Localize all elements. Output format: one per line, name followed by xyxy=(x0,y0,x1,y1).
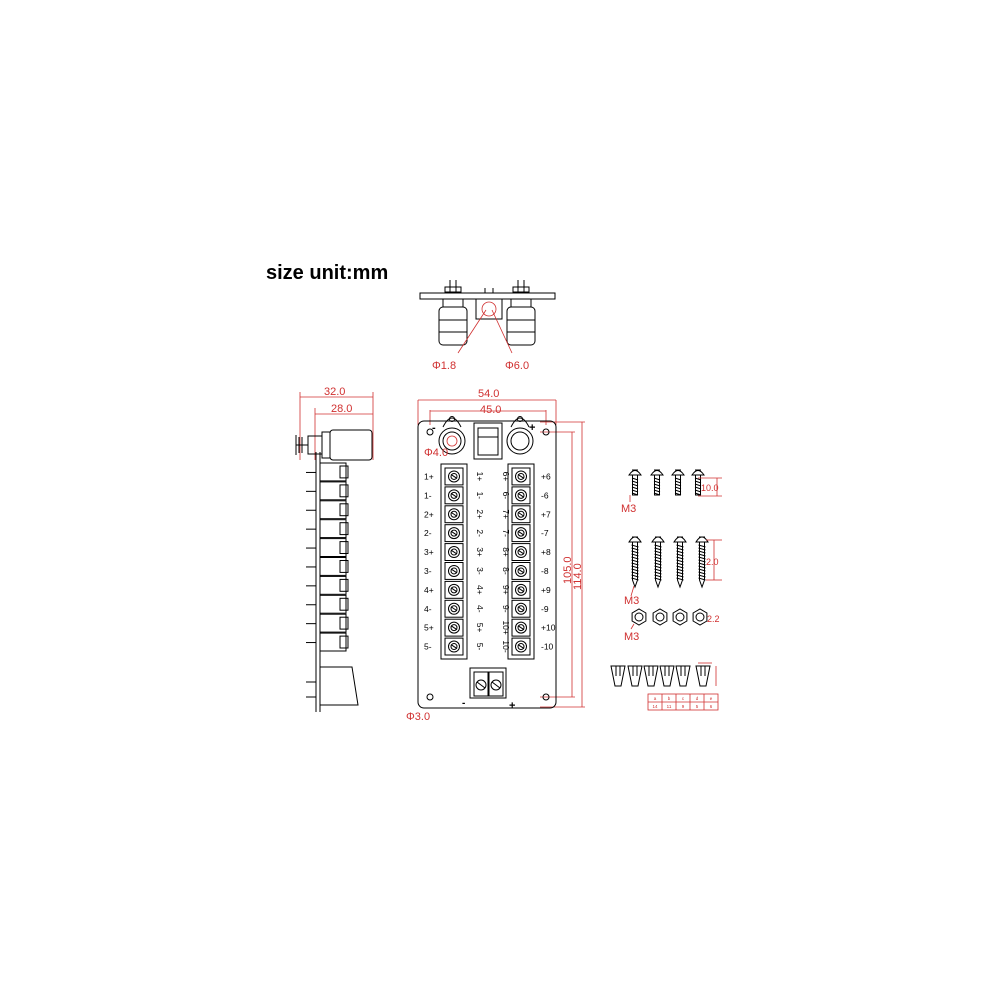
hex-nut-4 xyxy=(693,609,707,625)
center-right-label-2: 6- xyxy=(501,491,511,500)
right-label-1: +6 xyxy=(541,471,551,482)
spade-lug-5 xyxy=(676,666,690,686)
bus-terminal xyxy=(470,668,506,698)
left-label-10: 5- xyxy=(424,641,432,652)
center-left-label-7: 4+ xyxy=(475,584,485,595)
left-label-9: 5+ xyxy=(424,622,434,633)
side-terminal-4 xyxy=(306,520,348,538)
side-view xyxy=(296,386,373,712)
side-terminal-8 xyxy=(306,595,348,613)
short-screw-3 xyxy=(672,470,684,495)
top-view-right-post xyxy=(507,280,535,345)
lug-table-header-c: c xyxy=(681,696,685,701)
spade-lug-1 xyxy=(611,666,625,686)
left-label-7: 4+ xyxy=(424,584,434,595)
right-label-4: -7 xyxy=(541,528,549,539)
long-screws xyxy=(629,537,708,587)
spade-lug-6 xyxy=(696,666,710,686)
side-view-bus-block xyxy=(320,667,358,705)
hex-nut-3 xyxy=(673,609,687,625)
short-screw-label: M3 xyxy=(621,503,637,515)
lug-table-value-a: 14 xyxy=(652,704,658,709)
long-screw-label: M3 xyxy=(624,595,640,607)
right-terminal-8 xyxy=(512,600,530,617)
long-screw-1 xyxy=(629,537,641,587)
left-label-3: 2+ xyxy=(424,509,434,520)
left-label-5: 3+ xyxy=(424,547,434,558)
side-terminal-9 xyxy=(306,614,348,632)
center-right-label-6: 8- xyxy=(501,567,511,575)
center-left-label-2: 1- xyxy=(475,491,485,500)
side-width-inner: 28.0 xyxy=(331,403,353,415)
nut-thickness: 2.2 xyxy=(707,614,720,624)
right-label-6: -8 xyxy=(541,565,549,576)
center-right-label-1: 6+ xyxy=(501,471,511,482)
side-view-post xyxy=(296,430,372,460)
right-label-10: -10 xyxy=(541,641,554,652)
right-terminal-1 xyxy=(512,468,530,485)
center-left-label-5: 3+ xyxy=(475,547,485,557)
right-label-2: -6 xyxy=(541,490,549,501)
nut-label: M3 xyxy=(624,631,640,643)
left-label-2: 1- xyxy=(424,490,432,501)
mount-hole-bl xyxy=(427,694,433,700)
hex-nut-1 xyxy=(632,609,646,625)
center-right-label-column xyxy=(501,472,511,653)
front-height-outer: 114.0 xyxy=(572,563,584,590)
front-height-inner: 105.0 xyxy=(562,556,574,584)
long-screw-3 xyxy=(674,537,686,587)
short-screw-2 xyxy=(651,470,663,495)
side-terminal-10 xyxy=(306,633,348,651)
right-label-column xyxy=(541,471,556,651)
center-right-label-3: 7+ xyxy=(501,509,511,520)
top-view xyxy=(420,280,555,372)
right-terminal-10 xyxy=(512,638,530,655)
center-left-label-10: 5- xyxy=(475,642,485,651)
right-label-9: +10 xyxy=(541,622,556,633)
center-right-label-9: 10+ xyxy=(501,620,511,635)
lug-table-header-d: d xyxy=(695,696,699,701)
right-label-8: -9 xyxy=(541,603,549,614)
center-right-label-7: 9+ xyxy=(501,584,511,595)
right-terminal-3 xyxy=(512,506,530,523)
left-label-6: 3- xyxy=(424,565,432,576)
left-terminal-3 xyxy=(445,506,463,523)
center-left-label-8: 4- xyxy=(475,604,485,613)
left-terminal-9 xyxy=(445,619,463,636)
left-label-1: 1+ xyxy=(424,471,434,482)
front-minus-sign: - xyxy=(432,422,436,434)
front-width-inner: 45.0 xyxy=(480,404,502,416)
left-terminal-5 xyxy=(445,544,463,561)
top-view-left-post xyxy=(439,280,467,345)
lug-table-header-a: a xyxy=(653,696,657,701)
right-terminal-9 xyxy=(512,619,530,636)
left-label-4: 2- xyxy=(424,528,432,539)
center-left-label-9: 5+ xyxy=(475,622,485,633)
bus-minus-sign: - xyxy=(462,698,466,709)
side-terminal-7 xyxy=(306,576,348,594)
dia-small-label: Φ1.8 xyxy=(432,360,457,372)
right-terminal-7 xyxy=(512,581,530,598)
side-terminal-6 xyxy=(306,558,348,576)
left-terminal-6 xyxy=(445,563,463,580)
left-label-column xyxy=(424,471,434,651)
lug-table-value-b: 11 xyxy=(666,704,672,709)
center-right-label-5: 8+ xyxy=(501,547,511,557)
center-left-label-6: 3- xyxy=(475,567,485,575)
lug-dimension-table xyxy=(648,694,718,710)
size-unit-title: size unit:mm xyxy=(266,262,389,284)
hardware xyxy=(611,470,722,710)
spade-lug-3 xyxy=(644,666,658,686)
left-terminal-7 xyxy=(445,581,463,598)
lug-table-value-d: 5 xyxy=(695,704,699,709)
left-terminal-8 xyxy=(445,600,463,617)
spade-lug-4 xyxy=(660,666,674,686)
front-width-outer: 54.0 xyxy=(478,388,500,400)
front-board xyxy=(418,421,556,708)
spade-lug-2 xyxy=(628,666,642,686)
front-plus-sign: + xyxy=(529,422,536,434)
front-view xyxy=(406,388,585,723)
lug-table-value-e: 6 xyxy=(709,704,713,709)
post-hole-label: Φ4.0 xyxy=(424,447,449,459)
side-width-outer: 32.0 xyxy=(324,386,346,398)
center-right-label-4: 7- xyxy=(501,529,511,537)
right-terminal-4 xyxy=(512,525,530,542)
center-left-label-4: 2- xyxy=(475,529,485,537)
short-screws xyxy=(629,470,704,495)
left-terminal-4 xyxy=(445,525,463,542)
center-left-label-column xyxy=(475,472,485,651)
side-terminal-1 xyxy=(306,463,348,481)
long-screw-length: 2.0 xyxy=(706,557,719,567)
left-terminal-column xyxy=(441,464,467,659)
center-left-label-3: 2+ xyxy=(475,509,485,520)
right-terminal-6 xyxy=(512,563,530,580)
right-terminal-2 xyxy=(512,487,530,504)
mount-hole-label: Φ3.0 xyxy=(406,711,431,723)
short-screw-length: 10.0 xyxy=(701,483,719,493)
hex-nuts xyxy=(632,609,707,625)
lug-table-header-e: e xyxy=(709,696,713,701)
hex-nut-2 xyxy=(653,609,667,625)
spade-lugs xyxy=(611,663,716,686)
center-right-label-8: 9- xyxy=(501,604,511,613)
center-right-label-10: 10- xyxy=(501,640,511,653)
side-terminal-3 xyxy=(306,501,348,519)
center-left-label-1: 1+ xyxy=(475,471,485,482)
lug-table-value-c: 9 xyxy=(681,704,685,709)
right-label-5: +8 xyxy=(541,547,551,558)
side-terminal-5 xyxy=(306,539,348,557)
right-label-3: +7 xyxy=(541,509,551,520)
left-terminal-10 xyxy=(445,638,463,655)
short-screw-1 xyxy=(629,470,641,495)
side-view-terminals xyxy=(306,463,348,697)
bus-plus-sign: + xyxy=(509,700,516,712)
right-label-7: +9 xyxy=(541,584,551,595)
right-terminal-5 xyxy=(512,544,530,561)
front-fuse-holder xyxy=(474,423,502,459)
dia-large-label: Φ6.0 xyxy=(505,360,530,372)
left-label-8: 4- xyxy=(424,603,432,614)
lug-table-header-b: b xyxy=(667,696,671,701)
long-screw-2 xyxy=(652,537,664,587)
left-terminal-1 xyxy=(445,468,463,485)
left-terminal-2 xyxy=(445,487,463,504)
top-view-plate xyxy=(420,293,555,299)
side-terminal-2 xyxy=(306,482,348,500)
